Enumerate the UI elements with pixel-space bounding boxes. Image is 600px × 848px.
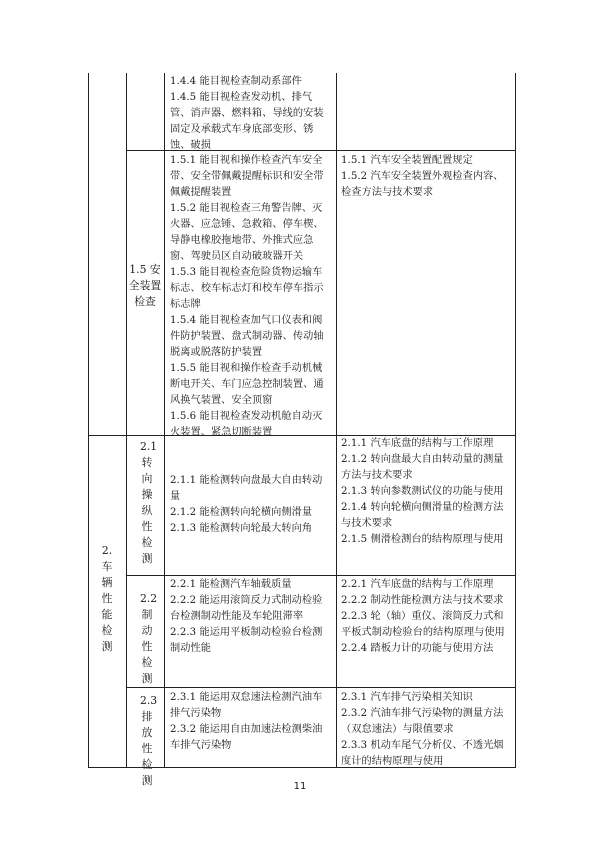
knowledge-2-1-1: 2.1.1 汽车底盘的结构与工作原理 — [341, 438, 494, 449]
skill-2-2-1: 2.2.1 能检测汽车轴载质量 — [170, 579, 292, 590]
knowledge-2-2-1: 2.2.1 汽车底盘的结构与工作原理 — [341, 579, 494, 590]
knowledge-2-3-1: 2.3.1 汽车排气污染相关知识 — [341, 692, 473, 703]
skill-1-5-5: 1.5.5 能目视和操作检查手动机械断电开关、车门应急控制装置、通风换气装置、安全顶窗 — [170, 363, 324, 406]
standards-table — [88, 73, 516, 787]
knowledge-2-3-2: 2.3.2 汽油车排气污染物的测量方法（双怠速法）与限值要求 — [341, 708, 504, 735]
row-2-2-skills — [170, 577, 332, 657]
row-1-4-skills — [170, 74, 332, 154]
section-2-label: 2. 车辆性能检测 — [101, 544, 113, 653]
knowledge-2-3-3: 2.3.3 机动车尾气分析仪、不透光烟度计的结构原理与使用 — [341, 740, 504, 767]
row-2-1-skills — [170, 473, 332, 537]
knowledge-2-2-4: 2.2.4 踏板力计的功能与使用方法 — [341, 643, 494, 654]
unit-2-2-label: 2.2 制动性检测 — [140, 592, 158, 685]
row-2-3-skills — [170, 690, 332, 754]
row-divider-2-3 — [126, 687, 516, 688]
unit-2-3-label: 2.3 排放性检测 — [140, 694, 158, 787]
skill-2-2-3: 2.2.3 能运用平板制动检验台检测制动性能 — [170, 627, 323, 654]
knowledge-2-2-3: 2.2.3 轮（轴）重仪、滚筒反力式和平板式制动检验台的结构原理与使用 — [341, 611, 505, 638]
skill-2-3-2: 2.3.2 能运用自由加速法检测柴油车排气污染物 — [170, 724, 323, 751]
col-divider-1 — [126, 73, 127, 768]
skill-2-1-1: 2.1.1 能检测转向盘最大自由转动量 — [170, 475, 323, 502]
knowledge-2-1-2: 2.1.2 转向盘最大自由转动量的测量方法与技术要求 — [341, 454, 504, 481]
table-border-right — [515, 73, 516, 768]
row-1-5-knowledge — [341, 153, 511, 201]
knowledge-2-2-2: 2.2.2 制动性能检测方法与技术要求 — [341, 595, 504, 606]
row-divider-2-2 — [126, 575, 516, 576]
row-2-3-knowledge — [341, 690, 511, 770]
knowledge-2-1-4: 2.1.4 转向轮横向侧滑量的检测方法与技术要求 — [341, 502, 504, 529]
col-divider-3 — [336, 73, 337, 768]
skill-2-1-3: 2.1.3 能检测转向轮最大转向角 — [170, 523, 313, 534]
skill-2-3-1: 2.3.1 能运用双怠速法检测汽油车排气污染物 — [170, 692, 323, 719]
knowledge-1-5-1: 1.5.1 汽车安全装置配置规定 — [341, 155, 473, 166]
skill-2-2-2: 2.2.2 能运用滚筒反力式制动检验台检测制动性能及车轮阻滞率 — [170, 595, 323, 622]
skill-2-1-2: 2.1.2 能检测转向轮横向侧滑量 — [170, 507, 313, 518]
table-border-left — [88, 73, 89, 768]
skill-1-4-5: 1.4.5 能目视检查发动机、排气管、消声器、燃料箱、导线的安装固定及承载式车身底部变形、锈蚀、破损 — [170, 92, 324, 151]
skill-1-5-3: 1.5.3 能目视检查危险货物运输车标志、校车标志灯和校车停车指示标志牌 — [170, 267, 324, 310]
unit-1-5-title — [128, 262, 162, 310]
unit-2-3-title — [140, 693, 158, 789]
section-2-title — [100, 543, 114, 655]
page-number: 11 — [293, 781, 307, 792]
knowledge-2-1-5: 2.1.5 侧滑检测台的结构原理与使用 — [341, 534, 504, 545]
row-2-2-knowledge — [341, 577, 511, 657]
knowledge-1-5-2: 1.5.2 汽车安全装置外观检查内容、检查方法与技术要求 — [341, 171, 504, 198]
unit-2-1-title — [140, 439, 158, 567]
skill-1-5-2: 1.5.2 能目视检查三角警告牌、灭火器、应急锤、急救箱、停车楔、导静电橡胶拖地带、外推式应急窗、驾驶员区自动破玻器开关 — [170, 203, 324, 262]
skill-1-5-4: 1.5.4 能目视检查加气口仪表和阀件防护装置、盘式制动器、传动轴脱离或脱落防护装置 — [170, 315, 324, 358]
row-2-1-knowledge — [341, 436, 511, 548]
unit-2-2-title — [140, 591, 158, 687]
row-1-5-skills — [170, 153, 332, 441]
unit-1-5-label: 1.5 安全装置检查 — [128, 263, 162, 308]
knowledge-2-1-3: 2.1.3 转向参数测试仪的功能与使用 — [341, 486, 504, 497]
col-divider-2 — [164, 73, 165, 768]
skill-1-5-1: 1.5.1 能目视和操作检查汽车安全带、安全带佩戴提醒标识和安全带佩戴提醒装置 — [170, 155, 324, 198]
skill-1-5-6: 1.5.6 能目视检查发动机舱自动灭火装置、紧急切断装置 — [170, 411, 323, 438]
unit-2-1-label: 2.1 转向操纵性检测 — [140, 440, 158, 565]
skill-1-4-4: 1.4.4 能目视检查制动系部件 — [170, 76, 302, 87]
